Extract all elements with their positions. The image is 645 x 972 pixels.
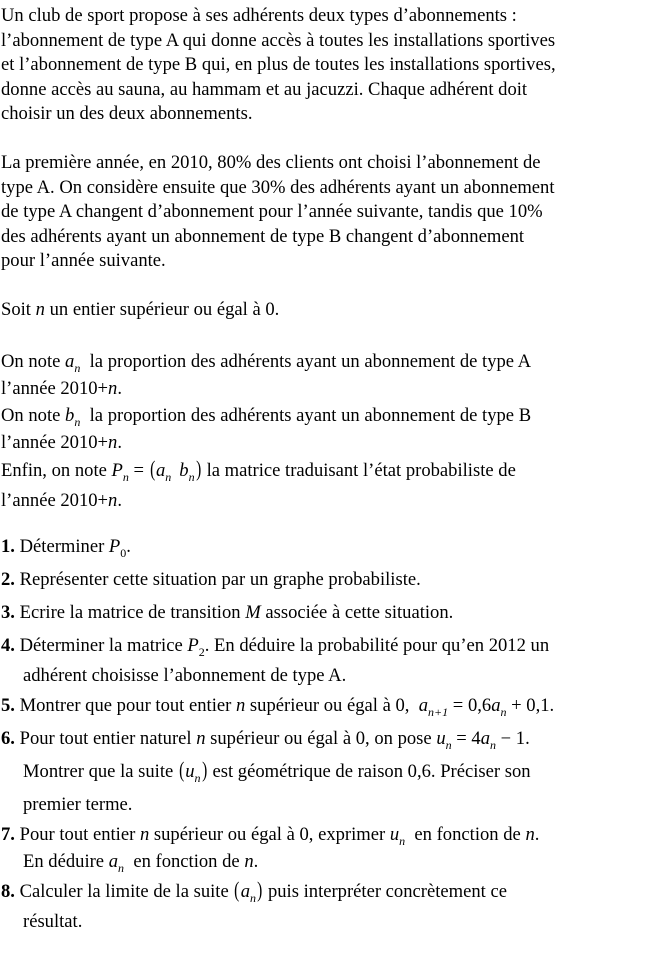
math-var-P: P: [111, 459, 123, 481]
text: . En déduire la probabilité pour qu’en 2012 un: [204, 634, 550, 656]
notation-b-line: [1, 401, 645, 431]
context-line: des adhérents ayant un abonnement de type B changent d’abonnement: [1, 225, 525, 247]
math-subscript: n: [445, 737, 452, 752]
text: Représenter cette situation par un graphe probabiliste.: [14, 568, 421, 590]
question-line: [1, 596, 645, 629]
math-var: n: [244, 850, 254, 872]
math-var: a: [491, 694, 501, 716]
math-subscript: n: [122, 469, 129, 484]
question-number: 1.: [1, 535, 15, 557]
math-var: a: [240, 880, 250, 902]
question-continuation-line: [1, 848, 645, 875]
question-continuation-line: [1, 908, 645, 935]
notation-p-year-line: [1, 486, 645, 516]
question-line: [1, 722, 645, 755]
math-var: n: [196, 727, 206, 749]
math-var: u: [436, 727, 446, 749]
intro-line: Un club de sport propose à ses adhérents deux types d’abonnements :: [1, 5, 517, 26]
text: Pour tout entier naturel: [14, 727, 197, 749]
math-equals: =: [128, 459, 149, 481]
context-paragraph: [1, 151, 645, 274]
math-subscript: n: [188, 469, 195, 484]
questions-list: [1, 530, 645, 935]
text: Déterminer: [14, 535, 109, 557]
paragraph-gap: [1, 323, 645, 347]
notation-a-year-line: [1, 377, 645, 402]
text: premier terme.: [23, 793, 133, 815]
text: l’année: [1, 377, 61, 399]
text: Montrer que la suite: [23, 760, 178, 782]
question-item: [1, 629, 645, 689]
text: = 4: [451, 727, 481, 749]
math-var: P: [108, 535, 121, 557]
math-subscript: n: [118, 860, 125, 875]
math-var-a: a: [65, 350, 75, 372]
text: l’année: [1, 432, 61, 454]
math-subscript: 2: [198, 644, 205, 659]
text: supérieur ou égal à 0, exprimer: [149, 823, 390, 845]
text: Montrer que pour tout entier: [14, 694, 236, 716]
text: En déduire: [23, 850, 109, 872]
question-continuation-line: [1, 788, 645, 821]
math-expr: 2010+: [60, 377, 109, 399]
context-line: de type A changent d’abonnement pour l’année suivante, tandis que 10%: [1, 201, 543, 223]
math-subscript: n: [249, 890, 256, 905]
math-subscript: n: [165, 469, 172, 484]
text: l’année: [1, 489, 61, 511]
notations-paragraph: [1, 347, 645, 516]
text: .: [253, 850, 259, 872]
question-item: [1, 530, 645, 563]
context-line: type A. On considère ensuite que 30% des adhérents ayant un abonnement: [1, 176, 555, 198]
math-expr: 2010+: [60, 432, 109, 454]
question-item: [1, 596, 645, 629]
text: résultat.: [23, 910, 83, 932]
question-continuation-line: [1, 662, 645, 689]
question-number: 5.: [1, 694, 15, 716]
intro-line: et l’abonnement de type B qui, en plus de toutes les installations sportives,: [1, 54, 556, 76]
math-var: a: [418, 694, 429, 716]
notation-a-line: [1, 347, 645, 377]
paragraph-gap: [1, 516, 645, 530]
text: en fonction de: [124, 850, 245, 872]
text: supérieur ou égal à 0,: [245, 694, 419, 716]
math-var-n: n: [108, 432, 118, 454]
intro-paragraph: [1, 4, 645, 127]
math-var-n: n: [108, 489, 118, 511]
text: la proportion des adhérents ayant un abonnement de type A: [80, 350, 532, 372]
math-var-n: n: [35, 298, 45, 320]
math-expr: 2010+: [60, 489, 109, 511]
text: est géométrique de raison 0,6. Préciser son: [207, 760, 531, 782]
question-item: [1, 689, 645, 722]
text: supérieur ou égal à 0, on pose: [205, 727, 437, 749]
math-subscript: n: [74, 360, 81, 375]
question-number: 8.: [1, 880, 15, 902]
notation-p-line: Enfin, on note $P_n = (a_n$ $b_n$) la matrice traduisant l’état probabiliste de: [1, 455, 516, 484]
text: Pour tout entier: [14, 823, 140, 845]
text: associée à cette situation.: [260, 601, 454, 623]
soit-before: Soit: [1, 298, 36, 320]
text: la matrice traduisant l’état probabiliste de: [201, 459, 516, 481]
text: .: [534, 823, 540, 845]
soit-after: un entier supérieur ou égal à 0.: [44, 298, 280, 320]
question-line: [1, 689, 645, 722]
text: On note: [1, 350, 66, 372]
text: Enfin, on note: [1, 459, 112, 481]
intro-line: l’abonnement de type A qui donne accès à toutes les installations sportives: [1, 29, 556, 51]
context-line: La première année, en 2010, 80% des clients ont choisi l’abonnement de: [1, 151, 541, 173]
math-var: u: [185, 760, 195, 782]
math-var-a: a: [156, 459, 166, 481]
intro-line: choisir un des deux abonnements.: [1, 103, 253, 125]
question-number: 3.: [1, 601, 15, 623]
paragraph-gap: [1, 274, 645, 298]
text: + 0,1.: [506, 694, 555, 716]
question-continuation-line: Montrer que la suite $(u_n)$ est géométrique de raison 0,6. Préciser son: [23, 756, 531, 785]
text: = 0,6: [448, 694, 492, 716]
math-subscript: n: [194, 770, 201, 785]
text: On note: [1, 405, 66, 427]
context-line: pour l’année suivante.: [1, 250, 166, 272]
math-subscript: n+1: [428, 704, 449, 719]
math-var: P: [187, 634, 199, 656]
text: adhérent choisisse l’abonnement de type A.: [23, 664, 347, 686]
text: − 1.: [496, 727, 530, 749]
soit-paragraph: [1, 298, 645, 323]
text: Déterminer la matrice: [14, 634, 188, 656]
text: .: [117, 432, 122, 454]
question-number: 7.: [1, 823, 15, 845]
text: la proportion des adhérents ayant un abonnement de type B: [80, 405, 532, 427]
math-subscript: 0: [120, 545, 127, 560]
question-line: [1, 629, 645, 662]
text: .: [117, 377, 122, 399]
math-var: n: [139, 823, 150, 845]
question-number: 2.: [1, 568, 15, 590]
text: Ecrire la matrice de transition: [14, 601, 246, 623]
intro-line: donne accès au sauna, au hammam et au jacuzzi. Chaque adhérent doit: [1, 78, 528, 100]
math-var: n: [525, 823, 535, 845]
math-var: n: [235, 694, 246, 716]
paragraph-gap: [1, 127, 645, 151]
question-number: 4.: [1, 634, 15, 656]
math-subscript: n: [490, 737, 496, 752]
question-number: 6.: [1, 727, 15, 749]
question-item: [1, 722, 645, 821]
text: puis interpréter concrètement ce: [263, 880, 507, 902]
question-line: [1, 563, 645, 596]
question-line: [1, 821, 645, 848]
math-var: a: [108, 850, 119, 872]
text: en fonction de: [405, 823, 526, 845]
math-subscript: n: [399, 833, 406, 848]
math-var: M: [245, 601, 261, 623]
soit-line: [1, 298, 645, 323]
question-item: [1, 821, 645, 875]
math-subscript: n: [500, 704, 507, 719]
text: .: [126, 535, 131, 557]
text: .: [117, 489, 122, 511]
text: Calculer la limite de la suite: [14, 880, 234, 902]
math-var-n: n: [108, 377, 118, 399]
math-subscript: n: [74, 415, 81, 430]
question-item: [1, 563, 645, 596]
math-var: a: [480, 727, 490, 749]
question-line: [1, 530, 645, 563]
notation-b-year-line: [1, 431, 645, 456]
math-var-b: b: [179, 459, 189, 481]
question-item: [1, 875, 645, 935]
question-line: 8. Calculer la limite de la suite $(a_n)$ puis interpréter concrètement ce: [1, 876, 507, 905]
math-var: u: [389, 823, 400, 845]
math-var-b: b: [65, 405, 75, 427]
